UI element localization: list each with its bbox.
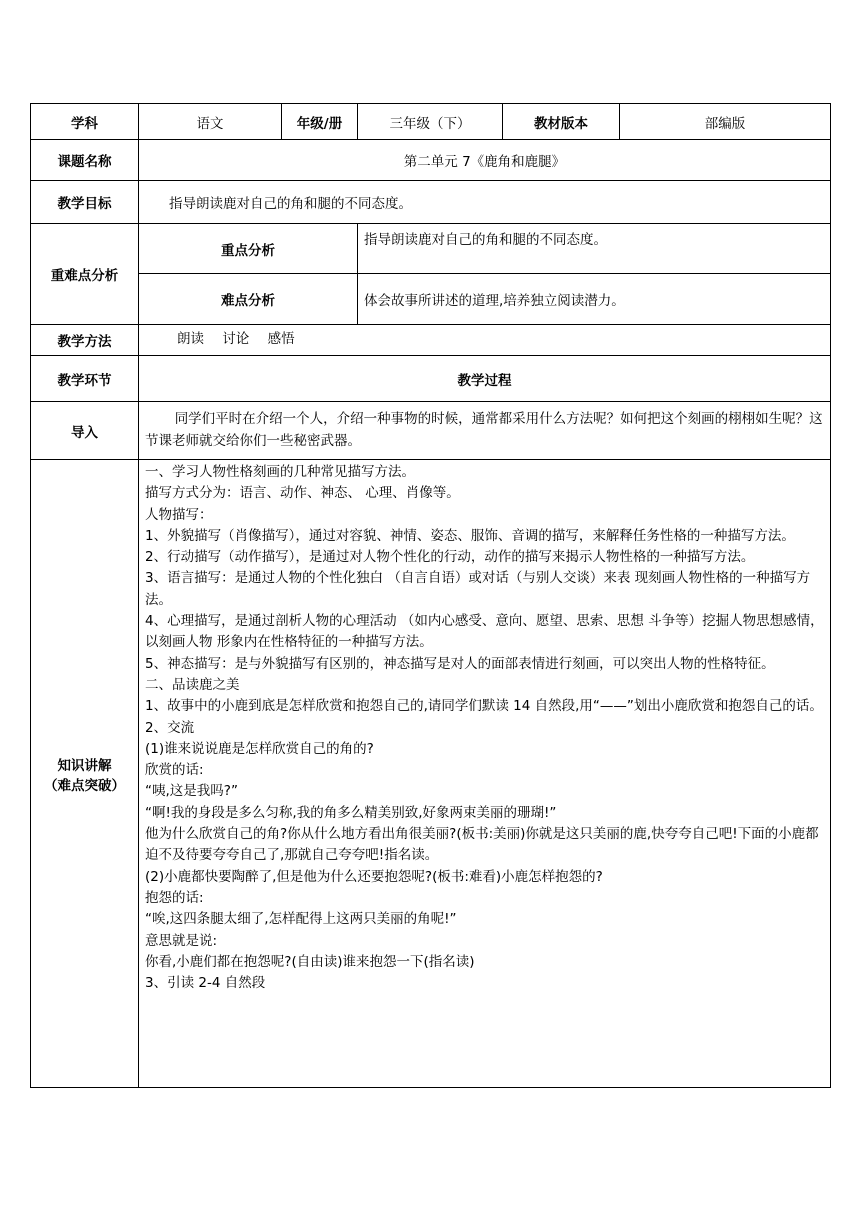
knowledge-line: 2、行动描写（动作描写），是通过对人物个性化的行动，动作的描写来揭示人物性格的一种描写方法。 (145, 549, 755, 566)
goal-row (31, 181, 831, 224)
knowledge-line: 二、品读鹿之美 (145, 676, 240, 693)
process-label: 教学环节 (31, 356, 139, 402)
intro-cell (139, 402, 831, 460)
process-row (31, 356, 831, 402)
process-value: 教学过程 (139, 356, 831, 402)
knowledge-line: (1)谁来说说鹿是怎样欣赏自己的角的? (145, 740, 374, 757)
knowledge-line: 3、引读 2-4 自然段 (145, 975, 266, 992)
knowledge-line: “啊!我的身段是多么匀称,我的角多么精美别致,好象两束美丽的珊瑚!” (145, 804, 557, 821)
difficult-analysis-value: 体会故事所讲述的道理,培养独立阅读潜力。 (358, 274, 831, 325)
knowledge-label-line2: （难点突破） (44, 777, 125, 794)
knowledge-line: 2、交流 (145, 719, 195, 736)
difficult-analysis-row (31, 274, 831, 325)
key-analysis-value: 指导朗读鹿对自己的角和腿的不同态度。 (358, 224, 831, 274)
knowledge-label (31, 460, 139, 1088)
knowledge-line: “咦,这是我吗?” (145, 783, 238, 800)
lesson-title-label: 课题名称 (31, 140, 139, 181)
knowledge-line: 你看,小鹿们都在抱怨呢?(自由读)谁来抱怨一下(指名读) (145, 953, 475, 970)
knowledge-line: 1、外貌描写（肖像描写），通过对容貌、神情、姿态、服饰、音调的描写，来解释任务性格的一种描写方法。 (145, 527, 795, 544)
knowledge-line: 1、故事中的小鹿到底是怎样欣赏和抱怨自己的,请同学们默读 14 自然段,用“——”划出小鹿欣赏和抱怨自己的话。 (145, 698, 823, 715)
method-item: 感悟 (267, 331, 295, 347)
header-row (31, 104, 831, 140)
grade-value: 三年级（下） (358, 104, 503, 140)
difficult-analysis-label: 难点分析 (139, 274, 358, 325)
methods-label: 教学方法 (31, 325, 139, 356)
knowledge-row (31, 460, 831, 1088)
knowledge-line: (2)小鹿都快要陶醉了,但是他为什么还要抱怨呢?(板书:难看)小鹿怎样抱怨的? (145, 868, 603, 885)
teaching-goal-value: 指导朗读鹿对自己的角和腿的不同态度。 (139, 181, 831, 224)
grade-label: 年级/册 (282, 104, 358, 140)
subject-label: 学科 (31, 104, 139, 140)
lesson-title-value: 第二单元 7《鹿角和鹿腿》 (139, 140, 831, 181)
key-analysis-label: 重点分析 (139, 224, 358, 274)
knowledge-line: “唉,这四条腿太细了,怎样配得上这两只美丽的角呢!” (145, 911, 457, 928)
lesson-title-row (31, 140, 831, 181)
analysis-label: 重难点分析 (31, 224, 139, 325)
knowledge-line: 他为什么欣赏自己的角?你从什么地方看出角很美丽?(板书:美丽)你就是这只美丽的鹿,快夸夸自己吧!下面的小鹿都迫不及待要夸夸自己了,那就自己夸夸吧!指名读。 (145, 826, 819, 864)
knowledge-line: 意思就是说: (145, 932, 218, 949)
teaching-goal-label: 教学目标 (31, 181, 139, 224)
methods-row (31, 325, 831, 356)
knowledge-line: 欣赏的话: (145, 762, 204, 779)
knowledge-line: 3、语言描写：是通过人物的个性化独白 （自言自语）或对话（与别人交谈）来表 现刻画人物性格的一种描写方法。 (145, 570, 811, 608)
subject-value: 语文 (139, 104, 282, 140)
intro-text: 同学们平时在介绍一个人，介绍一种事物的时候，通常都采用什么方法呢？如何把这个刻画的栩栩如生呢？这节课老师就交给你们一些秘密武器。 (145, 411, 823, 449)
knowledge-content (139, 460, 831, 1088)
lesson-plan-table (30, 103, 831, 1088)
edition-value: 部编版 (620, 104, 831, 140)
knowledge-line: 4、心理描写，是通过剖析人物的心理活动 （如内心感受、意向、愿望、思索、思想 斗争等）挖掘人物思想感情，以刻画人物 形象内在性格特征的一种描写方法。 (145, 613, 824, 651)
methods-list (139, 325, 831, 356)
intro-row (31, 402, 831, 460)
knowledge-line: 5、神态描写：是与外貌描写有区别的，神态描写是对人的面部表情进行刻画，可以突出人物的性格特征。 (145, 655, 775, 672)
intro-label: 导入 (31, 402, 139, 460)
knowledge-line: 抱怨的话: (145, 889, 204, 906)
knowledge-line: 描写方式分为：语言、动作、神态、 心理、肖像等。 (145, 485, 460, 502)
key-analysis-row (31, 224, 831, 274)
knowledge-line: 一、学习人物性格刻画的几种常见描写方法。 (145, 464, 415, 480)
knowledge-label-line1: 知识讲解 (57, 757, 112, 774)
edition-label: 教材版本 (503, 104, 620, 140)
method-item: 朗读 (177, 331, 204, 347)
method-item: 讨论 (222, 331, 250, 347)
knowledge-line: 人物描写： (145, 506, 213, 523)
